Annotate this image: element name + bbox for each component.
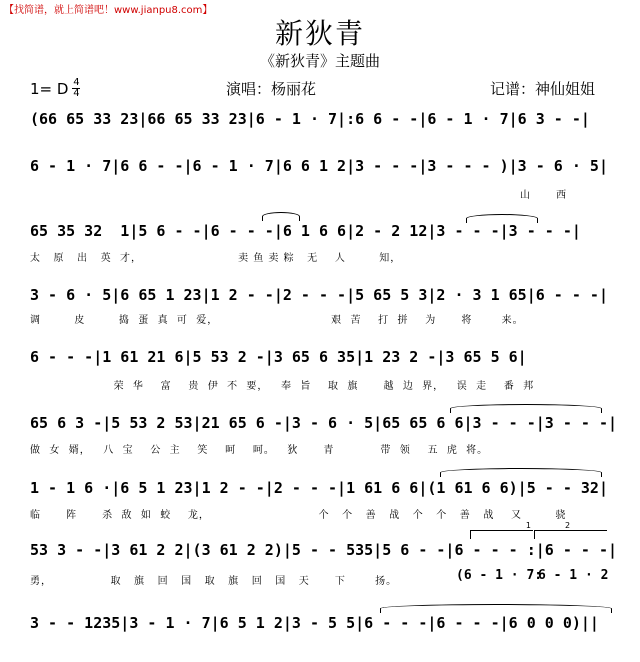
time-sig-top: 4 bbox=[73, 77, 80, 88]
interlude-b: 6 - 1 · 2 bbox=[538, 568, 609, 583]
volta-label-1: 1 bbox=[525, 521, 531, 530]
lyric-line-4: 调 皮 捣 蛋 真 可 爱， 艰 苦 打 拼 为 将 来。 bbox=[30, 315, 524, 326]
slur-mark bbox=[466, 214, 538, 223]
transcriber-credit: 记谱：神仙姐姐 bbox=[490, 80, 596, 98]
volta-bracket-2 bbox=[534, 521, 607, 539]
song-title: 新狄青 bbox=[274, 17, 365, 50]
time-sig-bottom: 4 bbox=[73, 88, 80, 99]
time-signature bbox=[72, 78, 80, 99]
volta-bracket-1 bbox=[470, 521, 533, 539]
lyric-line-7: 临 阵 杀 敌 如 蛟 龙， 个 个 善 战 个 个 善 战 又 骁 bbox=[30, 510, 567, 521]
score-line-9: 3 - - 1235|3 - 1 · 7|6 5 1 2|3 - 5 5|6 - - -|6 - - -|6 0 0 0)|| bbox=[30, 614, 599, 632]
lyric-line-2: 山 西 bbox=[520, 190, 568, 201]
lyric-line-3: 太 原 出 英 才， 卖 鱼 卖 粽 无 人 知， bbox=[30, 253, 402, 264]
score-line-6: 65 6 3 -|5 53 2 53|21 65 6 -|3 - 6 · 5|65 65 6 6|3 - - -|3 - - -| bbox=[30, 414, 617, 432]
score-line-4: 3 - 6 · 5|6 65 1 23|1 2 - -|2 - - -|5 65 5 3|2 · 3 1 65|6 - - -| bbox=[30, 286, 608, 304]
lyric-line-8: 勇， 取 旗 回 国 取 旗 回 国 天 下 扬。 bbox=[30, 576, 398, 587]
score-line-5: 6 - - -|1 61 21 6|5 53 2 -|3 65 6 35|1 23 2 -|3 65 5 6| bbox=[30, 348, 527, 366]
slur-mark bbox=[262, 212, 300, 221]
key-label: 1= D bbox=[30, 79, 69, 98]
slur-mark bbox=[440, 468, 602, 477]
interlude-a: (6 - 1 · 7: bbox=[456, 568, 543, 583]
volta-label-2: 2 bbox=[565, 521, 571, 530]
slur-mark bbox=[450, 404, 602, 413]
site-banner[interactable]: 【找简谱，就上简谱吧！www.jianpu8.com】 bbox=[4, 5, 213, 16]
score-line-2: 6 - 1 · 7|6 6 - -|6 - 1 · 7|6 6 1 2|3 - - -|3 - - - )|3 - 6 · 5| bbox=[30, 157, 608, 175]
singer-credit: 演唱：杨丽花 bbox=[226, 80, 317, 98]
score-line-3: 65 35 32 1|5 6 - -|6 - - -|6 1 6 6|2 - 2 12|3 - - -|3 - - -| bbox=[30, 222, 581, 240]
song-subtitle: 《新狄青》主题曲 bbox=[259, 52, 380, 70]
key-signature bbox=[30, 78, 80, 99]
lyric-line-5: 荣 华 富 贵 伊 不 要， 奉 旨 取 旗 越 边 界， 误 走 番 邦 bbox=[30, 381, 535, 392]
score-line-8: 53 3 - -|3 61 2 2|(3 61 2 2)|5 - - 535|5 6 - -|6 - - - :|6 - - -| bbox=[30, 541, 617, 559]
slur-mark bbox=[380, 604, 612, 613]
score-line-1: (66 65 33 23|66 65 33 23|6 - 1 · 7|:6 6 - -|6 - 1 · 7|6 3 - -| bbox=[30, 110, 590, 128]
lyric-line-6: 做 女 婿， 八 宝 公 主 笑 呵 呵。 狄 青 带 领 五 虎 将。 bbox=[30, 445, 489, 456]
score-line-7: 1 - 1 6 ·|6 5 1 23|1 2 - -|2 - - -|1 61 6 6|(1 61 6 6)|5 - - 32| bbox=[30, 479, 608, 497]
